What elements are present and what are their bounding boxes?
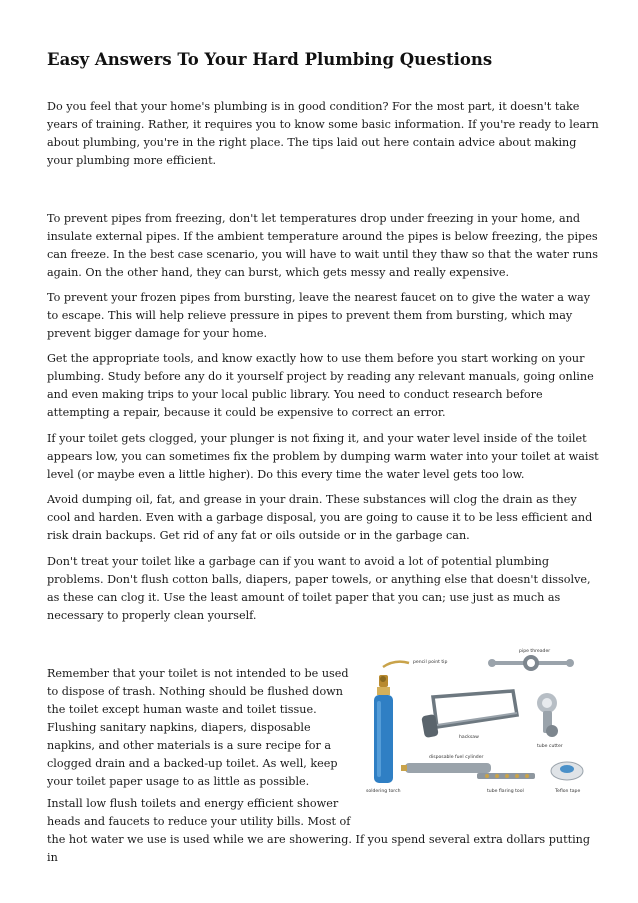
label-teflon-tape: Teflon tape <box>555 789 581 794</box>
label-pipe-threader: pipe threader <box>519 649 551 654</box>
paragraph-intro: Do you feel that your home's plumbing is in good condition? For the most part, it doesn't take years of training. Rather, it requires you to know some basic information. If you're ready to learn about plumbing, you're in the right place. The tips laid out here contain advice about making your plumbing more efficient. <box>47 100 599 167</box>
paragraph-low-flush-start: Install low flush toilets and energy efficient shower heads and faucets to reduce your utility bills. Most of <box>47 797 351 828</box>
paragraph-faucet: To prevent your frozen pipes from bursting, leave the nearest faucet on to give the water a way to escape. This will help relieve pressure in pipes to prevent them from bursting, which may prevent bigger damage for your home. <box>47 291 591 340</box>
label-flaring-tool: tube flaring tool <box>487 789 524 794</box>
label-hacksaw: hacksaw <box>459 735 479 740</box>
teflon-tape-image <box>551 762 583 780</box>
paragraph-freezing: To prevent pipes from freezing, don't let temperatures drop under freezing in your home, and insulate external pipes. If the ambient temperature around the pipes is below freezing, the pipes can freeze. In the best case scenario, you will have to wait until they thaw so that the water runs again. On the other hand, they can burst, which gets messy and really expensive. <box>47 212 598 279</box>
paragraph-trash: Remember that your toilet is not intended to be used to dispose of trash. Nothing should be flushed down the toilet except human waste and toilet tissue. Flushing sanitary napkins, diapers, disposable napkins, and other materials is a sure recipe for a clogged drain and a backed-up toilet. As well, keep your toilet paper usage to as little as possible. <box>47 667 349 788</box>
plumbing-tools-svg <box>361 645 601 795</box>
paragraph-toilet-clog: If your toilet gets clogged, your plunger is not fixing it, and your water level inside of the toilet appears low, you can sometimes fix the problem by dumping warm water into your toilet at waist level (or maybe even a little higher). Do this every time the water level gets too low. <box>47 432 599 481</box>
tube-flaring-tool-image <box>477 773 535 779</box>
paragraph-tools: Get the appropriate tools, and know exactly how to use them before you start working on your plumbing. Study before any do it yourself project by reading any relevant manuals, going online and even making trips to your local public library. You need to conduct research before attempting a repair, because it could be expensive to correct an error. <box>47 352 594 419</box>
tube-cutter-image <box>537 693 558 737</box>
label-fuel-cylinder: disposable fuel cylinder <box>429 755 484 760</box>
label-tube-cutter: tube cutter <box>537 744 563 749</box>
paragraph-low-flush-continued: the hot water we use is used while we are showering. If you spend several extra dollars putting in <box>47 833 591 864</box>
label-soldering-torch: soldering torch <box>366 789 401 794</box>
plumbing-tools-illustration <box>361 645 601 795</box>
paragraph-grease: Avoid dumping oil, fat, and grease in your drain. These substances will clog the drain as they cool and harden. Even with a garbage disposal, you are going to cause it to be less efficient and risk drain backups. Get rid of any fat or oils outside or in the garbage can. <box>47 493 593 542</box>
hacksaw-image <box>421 691 517 738</box>
document-title: Easy Answers To Your Hard Plumbing Questions <box>47 50 493 69</box>
fuel-cylinder-image <box>401 763 491 773</box>
paragraph-garbage-can: Don't treat your toilet like a garbage can if you want to avoid a lot of potential plumbing problems. Don't flush cotton balls, diapers, paper towels, or anything else that doesn't dissolve, as these can clog it. Use the least amount of toilet paper that you can; use just as much as necessary to properly clean yourself. <box>47 555 591 622</box>
soldering-torch-image <box>374 662 409 783</box>
pipe-threader-image <box>488 655 574 671</box>
label-pencil-tip: pencil point tip <box>413 660 448 665</box>
